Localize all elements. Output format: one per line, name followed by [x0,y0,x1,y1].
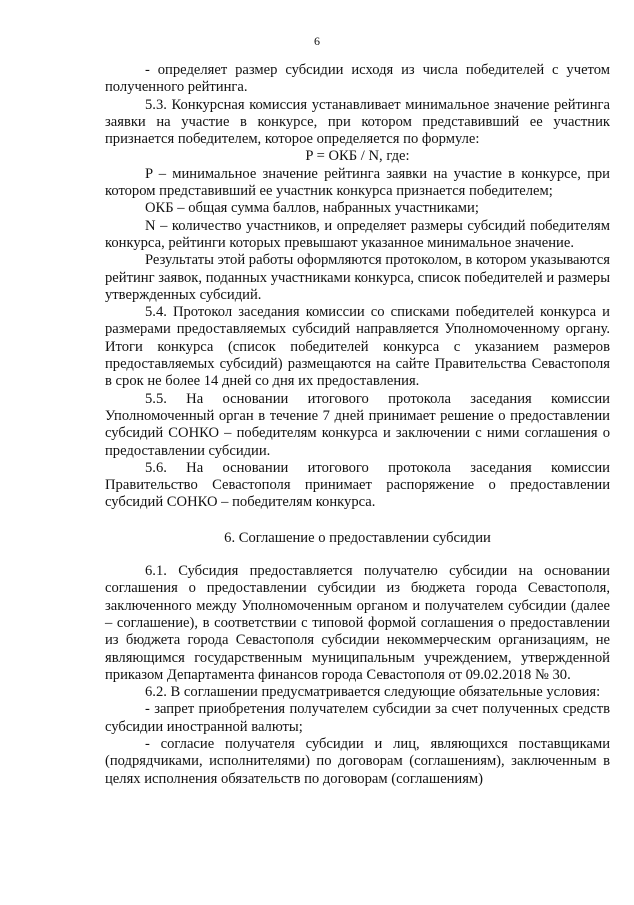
list-item: - запрет приобретения получателем субсидии за счет полученных средств субсидии иностранной валюты; [105,701,610,735]
paragraph: Результаты этой работы оформляются протоколом, в котором указываются рейтинг заявок, поданных участниками конкурса, список победителей и размеры утвержденных субсидий. [105,252,610,303]
paragraph-5-5: 5.5. На основании итогового протокола заседания комиссии Уполномоченный орган в течение 7 дней принимает решение о предоставлении субсидий СОНКО – победителям конкурса и заключении с ними соглашения о предоставлении субсидии. [105,390,610,459]
paragraph-6-1: 6.1. Субсидия предоставляется получателю субсидии на основании соглашения о предоставлении субсидии из бюджета города Севастополя, заключенного между Уполномоченным органом и получателем субсидии (далее – соглашение), в соответствии с типовой формой соглашения о предоставлении из бюджета города Севастополя субсидии некоммерческим организациям, не являющимся государственным муниципальным учреждением, утвержденной приказом Департамента финансов города Севастополя от 09.02.2018 № 30. [105,563,610,683]
paragraph-5-4: 5.4. Протокол заседания комиссии со списками победителей конкурса и размерами предоставляемых субсидий направляется Уполномоченному органу. Итоги конкурса (список победителей конкурса с указанием размеров предоставляемых субсидий) размещаются на сайте Правительства Севастополя в срок не более 14 дней со дня их предоставления. [105,304,610,390]
paragraph-5-3: 5.3. Конкурсная комиссия устанавливает минимальное значение рейтинга заявки на участие в конкурсе, при котором представивший ее участник признается победителем, которое определяется по формуле: [105,96,610,148]
paragraph: P – минимальное значение рейтинга заявки на участие в конкурсе, при котором представивший ее участник конкурса признается победителем; [105,165,610,200]
paragraph-6-2: 6.2. В соглашении предусматривается следующие обязательные условия: [145,684,601,701]
paragraph: - определяет размер субсидии исходя из числа победителей с учетом полученного рейтинга. [105,62,610,96]
formula: P = ОКБ / N, где: [305,148,410,165]
spacer [105,547,610,563]
page-number: 6 [314,34,320,48]
list-item: - согласие получателя субсидии и лиц, являющихся поставщиками (подрядчиками, исполнителями) по договорам (соглашениям), заключенным в целях исполнения обязательств по договорам (соглашениям) [105,735,610,787]
paragraph: ОКБ – общая сумма баллов, набранных участниками; [145,200,479,217]
section-heading: 6. Соглашение о предоставлении субсидии [224,529,491,546]
paragraph: N – количество участников, и определяет размеры субсидий победителям конкурса, рейтинги которых превышают указанное минимальное значение. [105,217,610,251]
spacer [105,512,610,530]
document-body [105,62,610,788]
paragraph-5-6: 5.6. На основании итогового протокола заседания комиссии Правительство Севастополя принимает распоряжение о предоставлении субсидий СОНКО – победителям конкурса. [105,459,610,511]
